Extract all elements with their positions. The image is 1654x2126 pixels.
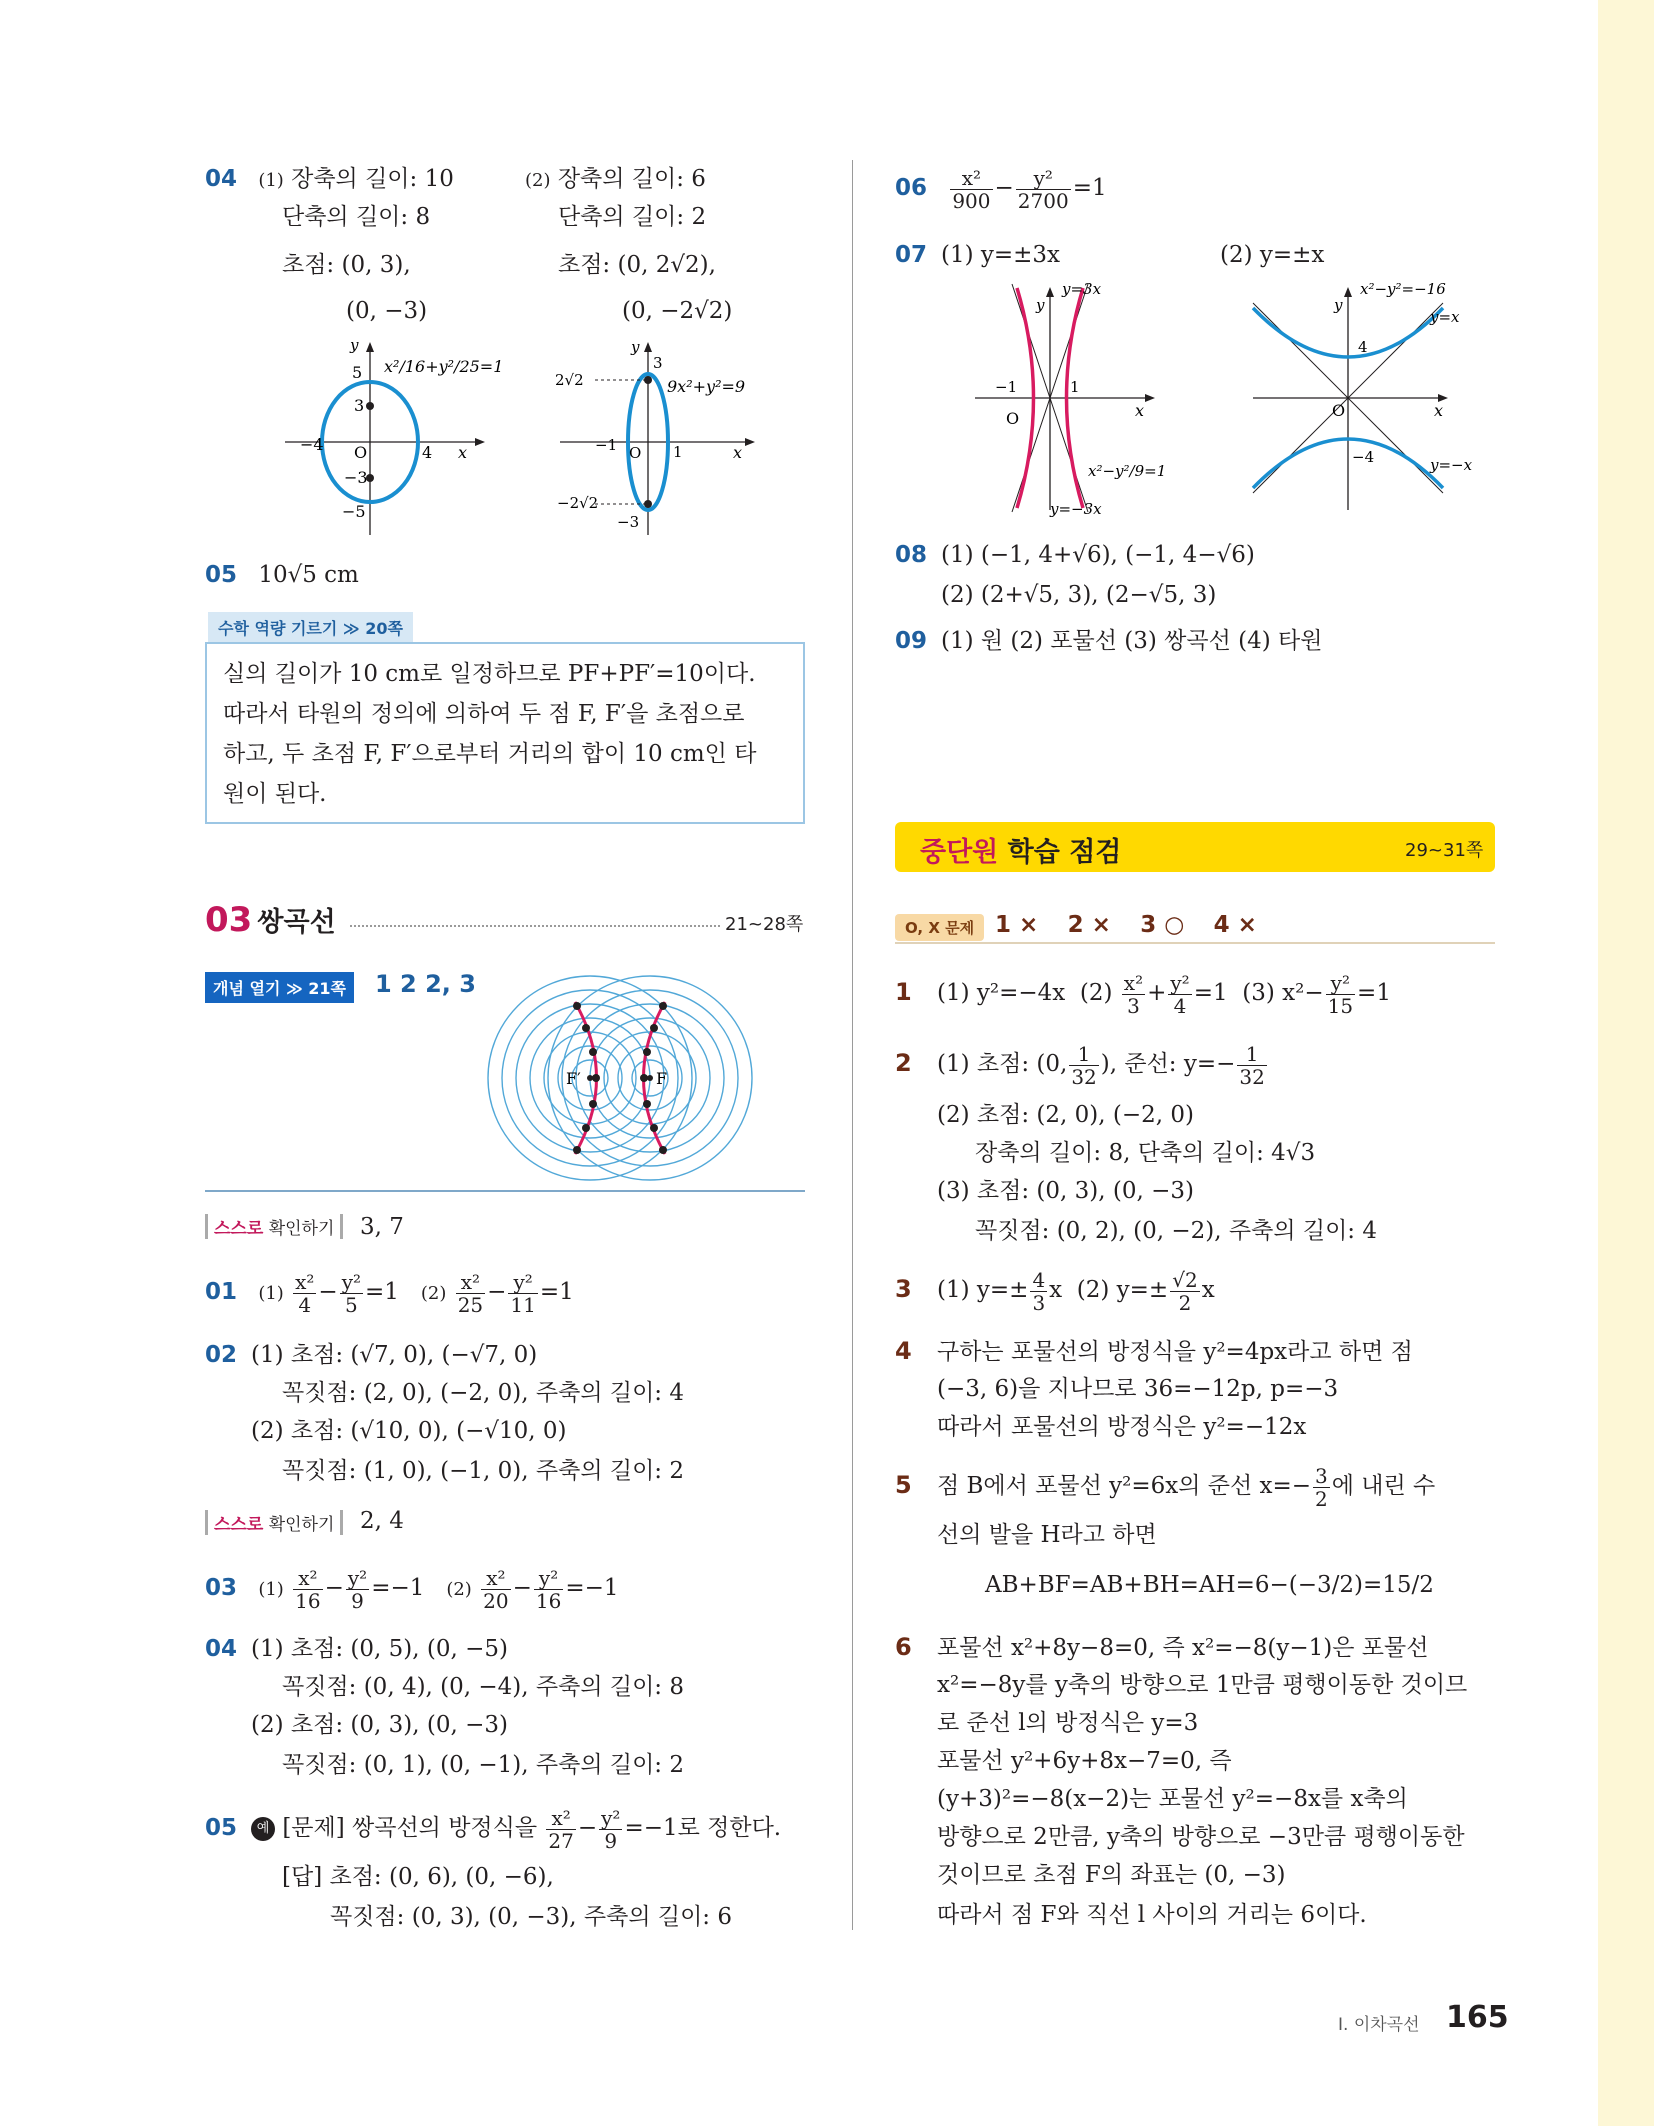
x-arrow — [475, 438, 485, 446]
frac-num: 1 — [1069, 1043, 1098, 1066]
r6-line: 방향으로 2만큼, y축의 방향으로 −3만큼 평행이동한 — [937, 1824, 1465, 1850]
y-arrow — [1344, 287, 1352, 297]
y-label: y — [631, 338, 640, 356]
q01-p1-label: (1) — [258, 1283, 284, 1304]
frac-num: x² — [1123, 970, 1144, 995]
r4-line: 따라서 포물선의 방정식은 y²=−12x — [937, 1414, 1307, 1440]
frac-den: 15 — [1327, 993, 1354, 1018]
r5-line-1b: 에 내린 수 — [1331, 1473, 1436, 1499]
frac-den: 4 — [1173, 993, 1187, 1018]
ox-item: 3 ○ — [1140, 912, 1185, 938]
ox-item: 1 × — [995, 912, 1039, 938]
tick-4: 4 — [1358, 338, 1368, 356]
frac-den: 32 — [1071, 1064, 1097, 1089]
fraction — [346, 1567, 369, 1612]
q04b-line: 꼭짓점: (0, 4), (0, −4), 주축의 길이: 8 — [282, 1674, 684, 1700]
review-pages: 29~31쪽 — [1405, 840, 1484, 861]
ox-item: 2 × — [1067, 912, 1111, 938]
q04b-number: 04 — [205, 1636, 238, 1662]
y-label: y — [1036, 296, 1045, 314]
tick-m4: −4 — [300, 435, 324, 454]
r3-p2: (2) y=± — [1076, 1277, 1169, 1303]
tick-m4: −4 — [1352, 448, 1375, 466]
column-divider — [852, 160, 853, 1930]
q07-p2: (2) y=±x — [1220, 242, 1325, 268]
concentric-circles-figure — [480, 960, 760, 1180]
r2-line-5: 꼭짓점: (0, 2), (0, −2), 주축의 길이: 4 — [975, 1218, 1377, 1244]
fraction — [534, 1567, 563, 1612]
frac-den: 9 — [351, 1588, 364, 1613]
q04b-block — [205, 1630, 508, 1668]
q07-p1: (1) y=±3x — [941, 242, 1061, 268]
q05b-number: 05 — [205, 1815, 238, 1841]
r4-block — [895, 1332, 1413, 1371]
q04-p1-minor: 단축의 길이: 8 — [282, 204, 431, 230]
origin: O — [1332, 401, 1346, 420]
r2-line-2: (2) 초점: (2, 0), (−2, 0) — [937, 1102, 1194, 1128]
tick-m2r2: −2√2 — [557, 494, 599, 512]
frac-num: y² — [341, 1269, 362, 1294]
tick-m3: −3 — [344, 468, 368, 487]
r3-block — [895, 1266, 1215, 1314]
self-check-label: 확인하기 — [268, 1515, 335, 1535]
concept-tag: 개념 열기 ≫ 21쪽 — [205, 972, 354, 1003]
q01-block: 01 (1) $\frac{\text{x²}}{4}$ − $\frac{\text{y²}}{5}$ =1 (2) $\frac{\text{x²}}{25}$ − $\frac{\text{y²}}{11}$ =1 — [205, 1269, 574, 1317]
frac-den: 2 — [1178, 1290, 1192, 1315]
r3-number: 3 — [895, 1275, 912, 1303]
r5-line-1a: 점 B에서 포물선 y²=6x의 준선 x=− — [937, 1473, 1312, 1499]
r6-line: 포물선 x²+8y−8=0, 즉 x²=−8(y−1)은 포물선 — [937, 1635, 1429, 1661]
frac-num: 4 — [1032, 1267, 1046, 1292]
tick-2r2: 2√2 — [555, 371, 584, 389]
section-rule — [205, 1190, 805, 1192]
q05b-answer-1: [답] 초점: (0, 6), (0, −6), — [282, 1864, 554, 1890]
q04b-line: (1) 초점: (0, 5), (0, −5) — [251, 1636, 508, 1662]
review-title-black: 학습 점검 — [1007, 837, 1122, 868]
q04b-line: (2) 초점: (0, 3), (0, −3) — [251, 1712, 508, 1738]
section-pages: 21~28쪽 — [725, 914, 804, 935]
q04-p1-major: 장축의 길이: 10 — [291, 166, 454, 192]
fraction — [508, 1271, 537, 1316]
y-arrow — [1046, 287, 1054, 297]
fraction — [1170, 1269, 1199, 1314]
asymptote-label-top: y=3x — [1062, 280, 1102, 298]
tick-5: 5 — [352, 363, 363, 382]
frac-num: 1 — [1237, 1043, 1266, 1066]
frac-den: 16 — [295, 1588, 321, 1613]
hyperbola-graph-2 — [1248, 280, 1498, 520]
frac-den: 4 — [298, 1292, 312, 1317]
tick-m3: −3 — [617, 513, 640, 531]
x-label: x — [733, 443, 743, 462]
hyperbola-graph-1 — [970, 280, 1190, 520]
page-number: 165 — [1446, 2000, 1509, 2035]
q04-p2-label: (2) — [525, 170, 551, 191]
fraction — [1069, 1043, 1098, 1088]
frac-num: √2 — [1172, 1267, 1198, 1292]
frac-den: 900 — [952, 188, 991, 213]
frac-den: 2700 — [1017, 188, 1069, 213]
equals-neg-one: =−1 — [565, 1575, 619, 1601]
fraction — [456, 1271, 485, 1316]
q08-number: 08 — [895, 542, 928, 568]
tick-m1: −1 — [595, 436, 618, 454]
q08-line-2: (2) (2+√5, 3), (2−√5, 3) — [941, 582, 1217, 608]
ox-item: 4 × — [1213, 912, 1257, 938]
fraction — [1326, 972, 1355, 1017]
q04-p2-focus-b: (0, −2√2) — [622, 298, 733, 324]
q09-block — [895, 622, 1322, 660]
q03-p2-label: (2) — [446, 1579, 472, 1600]
section-dots — [350, 925, 720, 927]
origin: O — [354, 443, 368, 462]
equals-one: =1 — [1357, 980, 1391, 1006]
frac-num: y² — [1170, 970, 1190, 995]
q04-p1-label: (1) — [258, 170, 284, 191]
r5-number: 5 — [895, 1471, 912, 1499]
q04-p2-block — [525, 160, 706, 200]
q03-number: 03 — [205, 1575, 238, 1601]
frac-num: 3 — [1315, 1463, 1328, 1488]
ellipse-2-equation: 9x²+y²=9 — [667, 377, 746, 396]
r4-line: 구하는 포물선의 방정식을 y²=4px라고 하면 점 — [937, 1339, 1413, 1365]
frac-num: x² — [293, 1567, 322, 1590]
q04-p2-focus-a: 초점: (0, 2√2), — [558, 252, 716, 278]
frac-den: 2 — [1315, 1486, 1328, 1511]
fraction — [599, 1807, 622, 1852]
q09-text: (1) 원 (2) 포물선 (3) 쌍곡선 (4) 타원 — [941, 628, 1323, 654]
r4-line: (−3, 6)을 지나므로 36=−12p, p=−3 — [937, 1376, 1339, 1402]
q05b-block: 05 예 [문제] 쌍곡선의 방정식을 $\frac{\text{x²}}{27}$ − $\frac{\text{y²}}{9}$ =−1로 정한다. — [205, 1805, 782, 1853]
q02-number: 02 — [205, 1342, 238, 1368]
r4-number: 4 — [895, 1337, 912, 1365]
equals-one: =1 — [365, 1279, 399, 1305]
r1-p2-label: (2) — [1079, 980, 1113, 1006]
q05b-prefix: [문제] 쌍곡선의 방정식을 — [282, 1815, 538, 1841]
r6-line: 것이므로 초점 F의 좌표는 (0, −3) — [937, 1862, 1286, 1888]
r2-block — [895, 1040, 1269, 1088]
q03-block: 03 (1) $\frac{\text{x²}}{16}$ − $\frac{\text{y²}}{9}$ =−1 (2) $\frac{\text{x²}}{20}$ − $\frac{\text{y²}}{16}$ =−1 — [205, 1565, 619, 1613]
competency-box — [205, 642, 805, 824]
r2-line-1b: ), 준선: y=− — [1100, 1051, 1236, 1077]
frac-num: y² — [347, 1565, 368, 1590]
self-check-answer-2: 2, 4 — [360, 1508, 404, 1534]
q05b-answer-2: 꼭짓점: (0, 3), (0, −3), 주축의 길이: 6 — [330, 1904, 732, 1930]
self-check-tag-1 — [205, 1214, 343, 1239]
tick-3: 3 — [653, 354, 663, 372]
q08-block — [895, 536, 1255, 574]
frac-num: y² — [508, 1271, 537, 1294]
label-f: F — [656, 1069, 668, 1088]
x-arrow — [745, 438, 755, 446]
q05-number: 05 — [205, 562, 238, 588]
section-header — [205, 900, 336, 940]
example-badge: 예 — [251, 1817, 275, 1841]
q01-number: 01 — [205, 1279, 238, 1305]
r1-block: 1 (1) y²=−4x (2) $\frac{\text{x²}}{3}$ + $\frac{\text{y²}}{4}$ =1 (3) x²− $\frac{\text{y²}}{15}$ =1 — [895, 970, 1391, 1018]
q04b-line: 꼭짓점: (0, 1), (0, −1), 주축의 길이: 2 — [282, 1752, 684, 1778]
ox-answers — [995, 906, 1257, 944]
footer-chapter: Ⅰ. 이차곡선 — [1338, 2015, 1420, 2035]
frac-num: x² — [546, 1807, 575, 1830]
x-arrow — [1145, 394, 1155, 402]
frac-num: y² — [534, 1567, 563, 1590]
r5-line-3: AB+BF=AB+BH=AH=6−(−3/2)=15/2 — [985, 1572, 1434, 1598]
frac-num: x² — [295, 1269, 315, 1294]
x-label: x — [1434, 401, 1444, 420]
r2-line-4: (3) 초점: (0, 3), (0, −3) — [937, 1178, 1194, 1204]
q04-p1-focus-a: 초점: (0, 3), — [282, 252, 411, 278]
r6-line: 로 준선 l의 방정식은 y=3 — [937, 1710, 1199, 1736]
ox-tag: O, X 문제 — [895, 914, 984, 941]
r1-number: 1 — [895, 978, 912, 1006]
y-arrow — [366, 342, 374, 352]
r2-number: 2 — [895, 1049, 912, 1077]
q08-line-1: (1) (−1, 4+√6), (−1, 4−√6) — [941, 542, 1255, 568]
fraction — [293, 1567, 322, 1612]
competency-tag: 수학 역량 기르기 ≫ 20쪽 — [208, 612, 413, 643]
r1-p3: (3) x²− — [1242, 980, 1324, 1006]
q02-line: 꼭짓점: (1, 0), (−1, 0), 주축의 길이: 2 — [282, 1458, 684, 1484]
fraction — [1016, 167, 1071, 212]
fraction — [1122, 972, 1145, 1017]
frac-num: x² — [950, 167, 992, 190]
focus-dot-top — [366, 402, 374, 410]
equals-neg-one: =−1 — [371, 1575, 425, 1601]
self-check-pink: 스스로 — [214, 1515, 264, 1535]
review-title-red: 중단원 — [920, 837, 999, 868]
tick-1: 1 — [673, 443, 683, 461]
fraction — [293, 1271, 316, 1316]
self-check-answer-1: 3, 7 — [360, 1214, 404, 1240]
fraction — [481, 1567, 510, 1612]
concept-answers: 1 2 2, 3 — [375, 970, 476, 998]
r2-line-3: 장축의 길이: 8, 단축의 길이: 4√3 — [975, 1140, 1316, 1166]
var-x: x — [1049, 1277, 1063, 1303]
q07-number: 07 — [895, 242, 928, 268]
label-f-prime: F′ — [566, 1069, 581, 1088]
competency-line: 원이 된다. — [223, 781, 327, 807]
origin: O — [629, 444, 642, 462]
frac-den: 27 — [548, 1828, 574, 1853]
r5-block — [895, 1462, 1435, 1510]
q06-number: 06 — [895, 175, 928, 201]
fraction — [1168, 972, 1191, 1017]
self-check-label: 확인하기 — [268, 1219, 335, 1239]
fraction — [1237, 1043, 1266, 1088]
review-title — [920, 830, 1121, 869]
r6-block — [895, 1628, 1428, 1667]
frac-num: y² — [601, 1805, 621, 1830]
asymptote-label-bottom: y=−3x — [1050, 500, 1102, 518]
q04-p2-minor: 단축의 길이: 2 — [558, 204, 707, 230]
frac-den: 11 — [510, 1292, 536, 1317]
competency-line: 하고, 두 초점 F, F′으로부터 거리의 합이 10 cm인 타 — [223, 741, 757, 767]
equals-one: =1 — [539, 1279, 574, 1305]
frac-den: 3 — [1032, 1290, 1046, 1315]
r2-line-1a: (1) 초점: (0, — [937, 1051, 1068, 1077]
q02-line: 꼭짓점: (2, 0), (−2, 0), 주축의 길이: 4 — [282, 1380, 684, 1406]
frac-num: y² — [1016, 167, 1071, 190]
ellipse-graph-1 — [280, 336, 504, 540]
frac-num: x² — [456, 1271, 485, 1294]
q04-p1-focus-b: (0, −3) — [346, 298, 428, 324]
q04-block — [205, 160, 454, 200]
r6-line: x²=−8y를 y축의 방향으로 1만큼 평행이동한 것이므 — [937, 1672, 1468, 1698]
q05-answer: 10√5 cm — [258, 562, 359, 588]
self-check-tag-2 — [205, 1510, 343, 1535]
ellipse-graph-2 — [555, 340, 765, 540]
r6-line: 따라서 점 F와 직선 l 사이의 거리는 6이다. — [937, 1902, 1367, 1928]
q04-p2-major: 장축의 길이: 6 — [557, 166, 706, 192]
q05b-suffix: =−1로 정한다. — [624, 1815, 782, 1841]
q09-number: 09 — [895, 628, 928, 654]
fraction — [546, 1807, 575, 1852]
r1-p1: (1) y²=−4x — [937, 980, 1066, 1006]
q02-block — [205, 1336, 537, 1374]
tick-3: 3 — [354, 396, 365, 415]
section-number: 03 — [205, 900, 253, 940]
equals-one: =1 — [1193, 980, 1228, 1006]
hyperbola-1-equation: x²−y²/9=1 — [1088, 462, 1167, 480]
y-arrow — [644, 342, 652, 352]
competency-line: 따라서 타원의 정의에 의하여 두 점 F, F′을 초점으로 — [223, 701, 745, 727]
ox-rule — [895, 942, 1495, 944]
frac-den: 16 — [535, 1588, 562, 1613]
frac-den: 9 — [604, 1828, 618, 1853]
fraction — [340, 1271, 363, 1316]
q05-block — [205, 556, 359, 594]
tick-1: 1 — [1070, 378, 1080, 396]
q01-p2-label: (2) — [420, 1283, 447, 1304]
equals-one: =1 — [1072, 175, 1107, 201]
q02-line: (2) 초점: (√10, 0), (−√10, 0) — [251, 1418, 567, 1444]
frac-den: 5 — [345, 1292, 358, 1317]
q02-line: (1) 초점: (√7, 0), (−√7, 0) — [251, 1342, 538, 1368]
fraction — [950, 167, 992, 212]
competency-line: 실의 길이가 10 cm로 일정하므로 PF+PF′=10이다. — [223, 661, 756, 687]
x-label: x — [458, 443, 468, 462]
q04-number: 04 — [205, 166, 238, 192]
section-title: 쌍곡선 — [257, 907, 336, 938]
r5-line-2: 선의 발을 H라고 하면 — [937, 1522, 1157, 1548]
ellipse-1-equation: x²/16+y²/25=1 — [384, 357, 504, 376]
tick-m5: −5 — [342, 502, 366, 521]
x-label: x — [1135, 401, 1145, 420]
frac-den: 20 — [483, 1588, 509, 1613]
frac-den: 3 — [1127, 993, 1140, 1018]
r3-p1: (1) y=± — [937, 1277, 1029, 1303]
tick-m1: −1 — [995, 378, 1018, 396]
hyperbola-2-equation: x²−y²=−16 — [1360, 280, 1446, 298]
origin: O — [1006, 409, 1020, 428]
r6-line: 포물선 y²+6y+8x−7=0, 즉 — [937, 1748, 1232, 1774]
self-check-pink: 스스로 — [214, 1219, 264, 1239]
q06-block: 06 $\frac{\text{x²}}{900}$ − $\frac{\text{y²}}{2700}$ =1 — [895, 165, 1107, 213]
q07-block — [895, 236, 1060, 274]
fraction — [1313, 1465, 1330, 1510]
q03-p1-label: (1) — [258, 1579, 284, 1600]
frac-num: x² — [481, 1567, 510, 1590]
y-label: y — [1334, 296, 1343, 314]
tick-4: 4 — [422, 443, 433, 462]
var-x: x — [1201, 1277, 1215, 1303]
r6-number: 6 — [895, 1633, 912, 1661]
side-strip — [1598, 0, 1654, 2126]
asymptote-label-yx: y=x — [1430, 308, 1460, 326]
frac-den: 32 — [1239, 1064, 1265, 1089]
asymptote-label-ymx: y=−x — [1430, 456, 1473, 474]
frac-num: y² — [1326, 972, 1355, 995]
fraction — [1030, 1269, 1047, 1314]
frac-den: 25 — [457, 1292, 484, 1317]
r6-line: (y+3)²=−8(x−2)는 포물선 y²=−8x를 x축의 — [937, 1786, 1408, 1812]
y-label: y — [350, 336, 359, 354]
